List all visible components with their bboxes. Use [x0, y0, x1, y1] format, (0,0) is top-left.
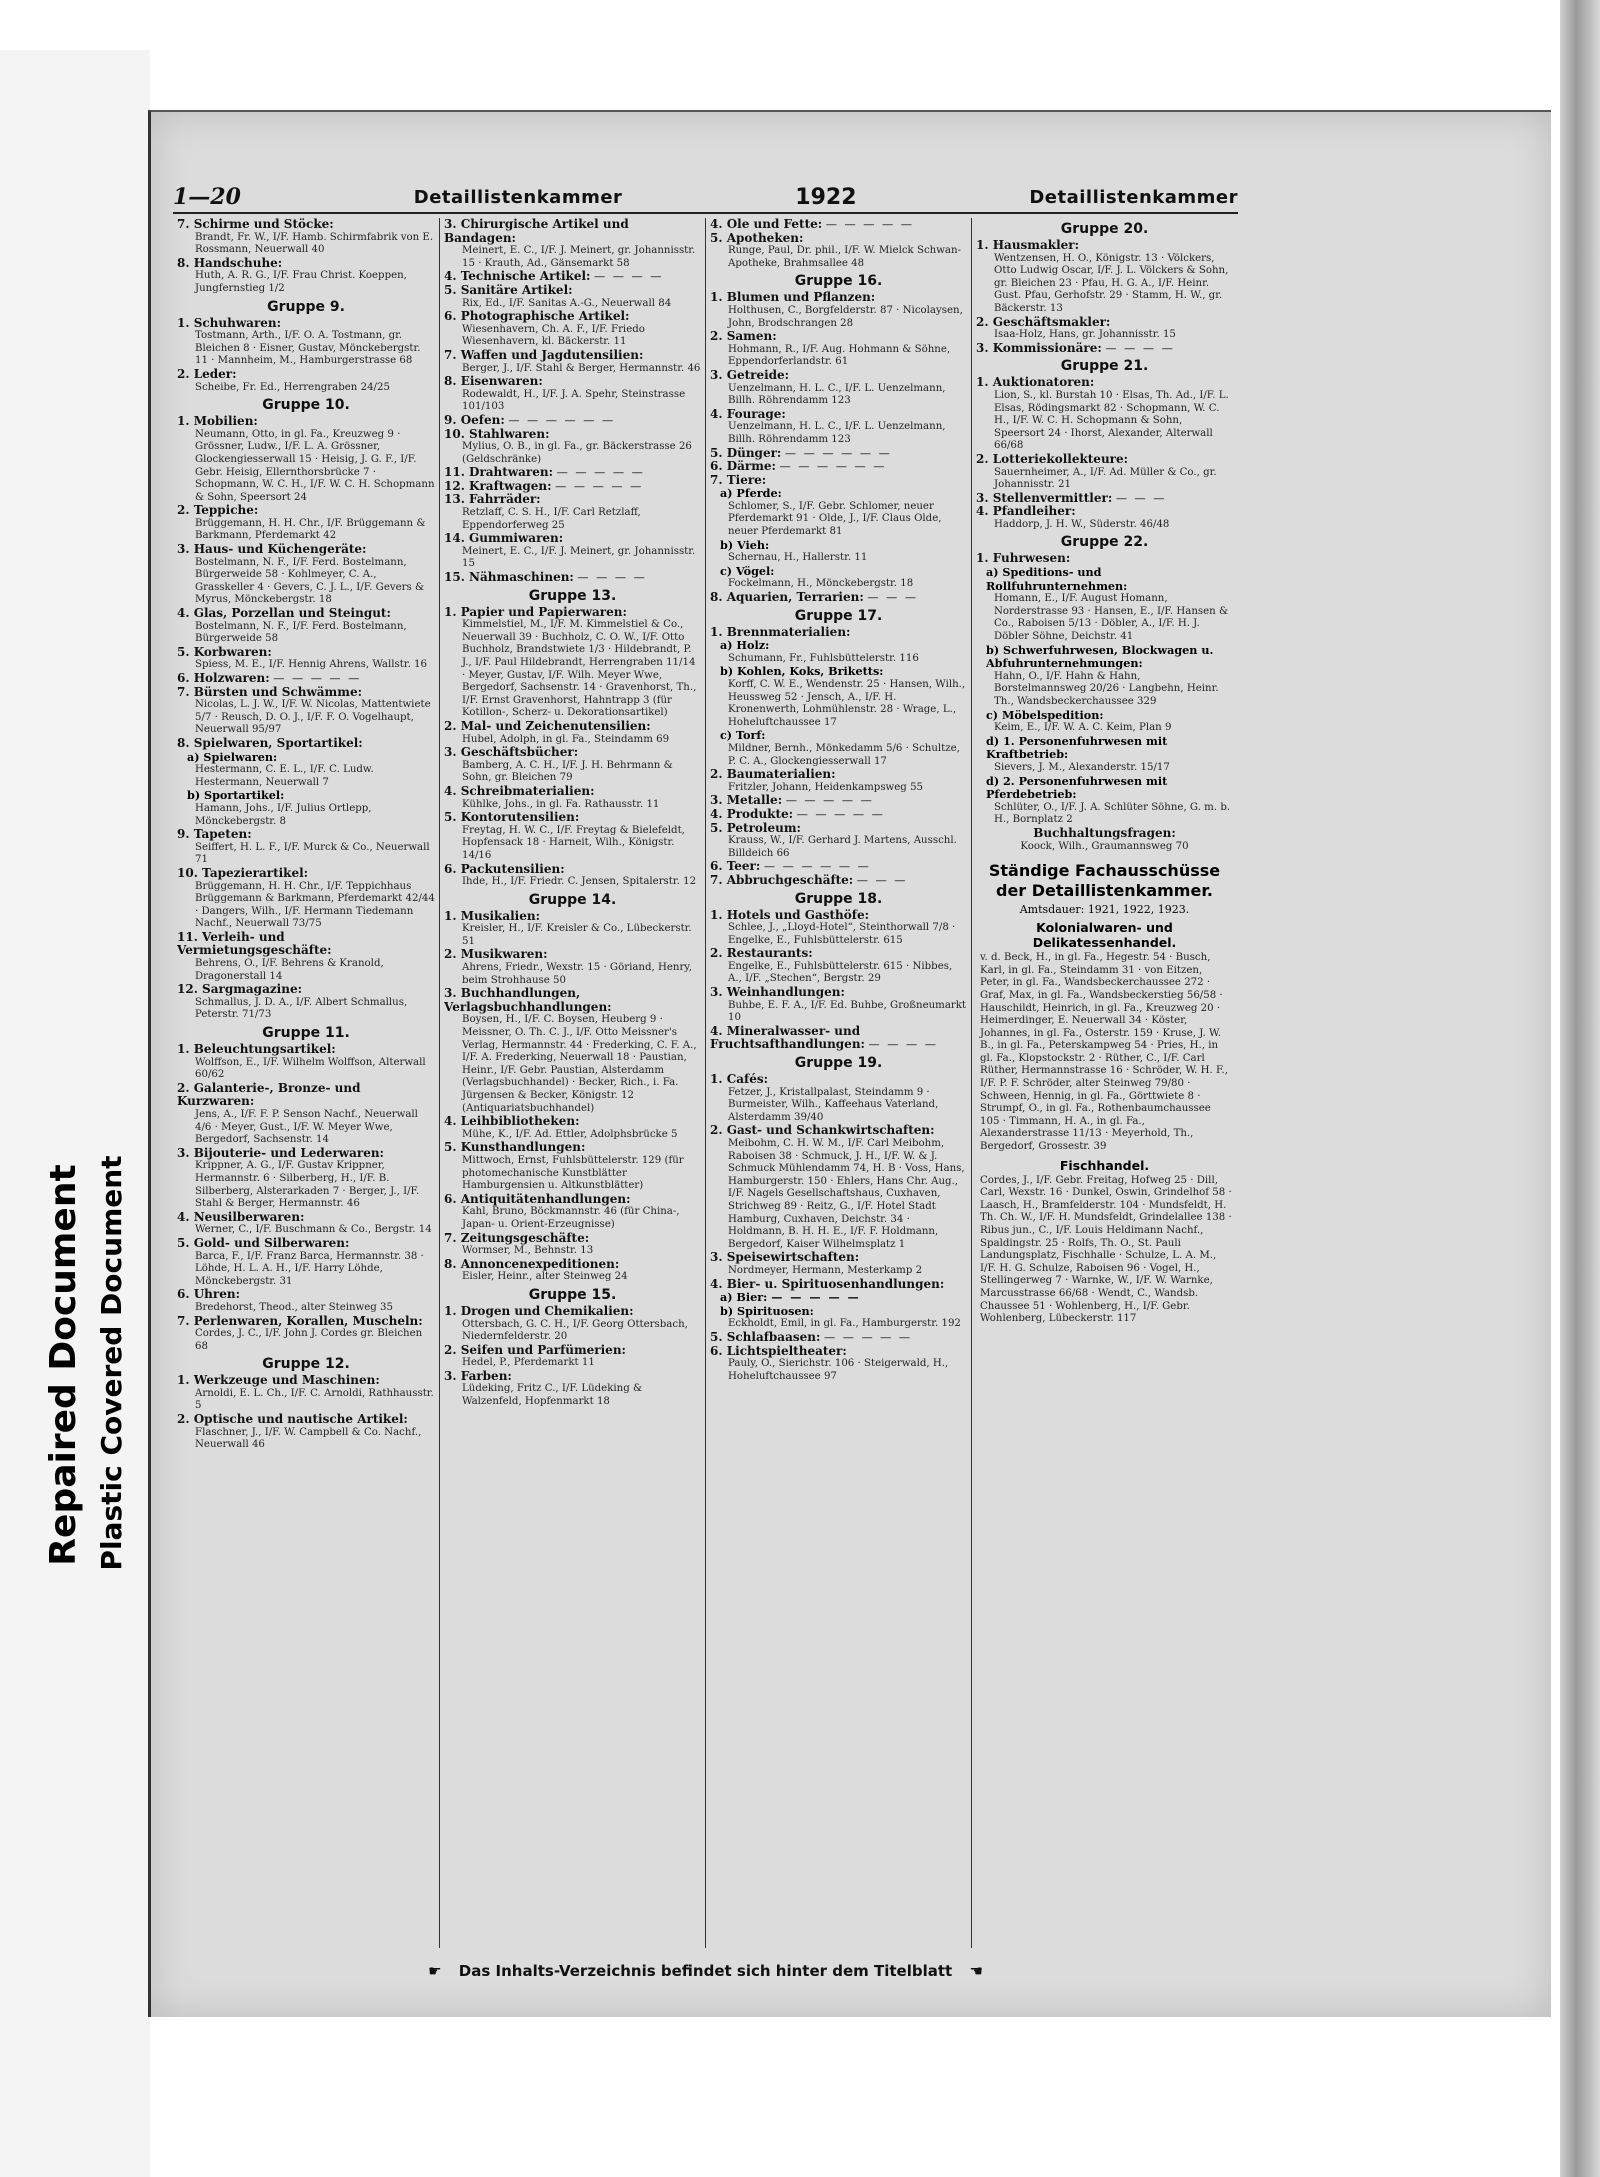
page-right-edge: [1560, 0, 1600, 2177]
empty-dashes: — — — — —: [785, 794, 874, 808]
empty-dashes: — — — — —: [556, 466, 645, 480]
category-heading: 13. Fahrräder:: [444, 492, 541, 507]
listing: Keim, E., I/F. W. A. C. Keim, Plan 9: [994, 722, 1172, 734]
category-heading: 2. Samen:: [710, 329, 777, 344]
listing: Lüdeking, Fritz C., I/F. Lüdeking & Walzenfeld, Hopfenmarkt 18: [462, 1383, 643, 1408]
empty-dashes: — — — — —: [796, 807, 885, 821]
group-heading: Gruppe 18.: [794, 890, 883, 907]
listing: Retzlaff, C. S. H., I/F. Carl Retzlaff, Eppendorferweg 25: [462, 507, 641, 531]
category-heading: 1. Drogen und Chemikalien:: [444, 1303, 634, 1318]
subcategory-heading: a) Holz:: [720, 638, 770, 653]
empty-dashes: — — —: [867, 591, 919, 605]
listing: Berger, J., I/F. Stahl & Berger, Hermannstr. 46: [462, 362, 701, 374]
column-4: [971, 218, 1237, 1948]
group-heading: Gruppe 11.: [262, 1025, 350, 1042]
group-heading: Gruppe 12.: [262, 1356, 350, 1373]
group-heading: Gruppe 9.: [267, 298, 345, 315]
listing: Wentzensen, H. O., Königstr. 13 · Völckers, Otto Ludwig Oscar, I/F. J. L. Völckers & Sohn, gr. Bleichen 23 · Pfau, H. G. A., I/F. Heinr. Gust. Pfau, Gerhofstr. 29 · Stamm, H. W., gr. Bäckerstr. 13: [994, 252, 1229, 314]
category-heading: 4. Leihbibliotheken:: [444, 1114, 580, 1129]
empty-dashes: — — — — —: [555, 479, 644, 493]
listing: Barca, F., I/F. Franz Barca, Hermannstr. 38 · Löhde, H. L. A. H., I/F. Harry Löhde, Mönckebergstr. 31: [195, 1250, 424, 1287]
category-heading: 1. Hausmakler:: [976, 238, 1080, 252]
group-heading: Gruppe 15.: [528, 1286, 617, 1303]
listing: Hubel, Adolph, in gl. Fa., Steindamm 69: [462, 733, 670, 745]
category-heading: 4. Pfandleiher:: [976, 504, 1076, 519]
listing: Kimmelstiel, M., I/F. M. Kimmelstiel & Co., Neuerwall 39 · Buchholz, C. O. W., I/F. Otto Buchholz, Brandstwiete 1/3 · Hildebrandt, P. J., I/F. Paul Hildebrandt, Herrengraben 11/14 · Meyer, Gustav, I/F. Wilh. Meyer Wwe, Bergedorf, Sachsenstr. 14 · Gravenhorst, Th., I/F. Ernst Gravenhorst, Hahntrapp 3 (für Kotillon-, Scherz- u. Dekorationsartikel): [462, 619, 697, 719]
group-heading: Gruppe 20.: [1060, 221, 1149, 237]
group-heading: Gruppe 16.: [794, 273, 883, 290]
category-heading: 6. Lichtspieltheater:: [710, 1343, 847, 1358]
scanned-page: [148, 110, 1551, 2017]
category-heading: 7. Zeitungsgeschäfte:: [444, 1230, 590, 1245]
committee-title: Ständige Fachausschüsse der Detaillistenkammer.: [988, 861, 1221, 901]
category-heading: 7. Abbruchgeschäfte: — — —: [710, 872, 908, 887]
category-heading: 7. Perlenwaren, Korallen, Muscheln:: [177, 1313, 423, 1328]
listing: Fritzler, Johann, Heidenkampsweg 55: [728, 781, 924, 793]
category-heading: 6. Packutensilien:: [444, 861, 565, 876]
category-heading: 2. Geschäftsmakler:: [976, 314, 1111, 329]
empty-dashes: — — — — — —: [763, 860, 871, 874]
listing: Nicolas, L. J. W., I/F. W. Nicolas, Mattentwiete 5/7 · Reusch, D. O. J., I/F. F. O. Vogelhaupt, Neuerwall 95/97: [195, 699, 431, 736]
category-heading: 1. Papier und Papierwaren:: [444, 604, 627, 619]
listing: Tostmann, Arth., I/F. O. A. Tostmann, gr. Bleichen 8 · Eisner, Gustav, Mönckebergstr. 11 · Mannheim, M., Hamburgerstrasse 68: [195, 330, 421, 367]
subcategory-heading: c) Möbelspedition:: [986, 707, 1104, 722]
listing: Homann, E., I/F. August Homann, Norderstrasse 93 · Hansen, E., I/F. Hansen & Co., Raboisen 5/13 · Döbler, A., I/F. H. J. Döbler Söhne, Deichstr. 41: [994, 593, 1229, 643]
category-heading: 7. Bürsten und Schwämme:: [177, 684, 363, 699]
group-heading: Gruppe 22.: [1060, 534, 1149, 551]
category-heading: 1. Blumen und Pflanzen:: [710, 290, 876, 305]
column-2: [439, 218, 705, 1948]
category-heading: 9. Oefen: — — — — — —: [444, 412, 616, 427]
listing: Sauernheimer, A., I/F. Ad. Müller & Co., gr. Johannisstr. 21: [994, 466, 1217, 491]
listing: Wormser, M., Behnstr. 13: [462, 1245, 594, 1257]
category-heading: 2. Lotteriekollekteure:: [976, 451, 1129, 466]
listing: Hahn, O., I/F. Hahn & Hahn, Borstelmannsweg 20/26 · Langbehn, Heinr. Th., Wandsbeckerchaussee 329: [994, 670, 1219, 707]
category-heading: 5. Apotheken:: [710, 230, 804, 245]
category-heading: 5. Schlafbaasen: — — — — —: [710, 1329, 913, 1344]
category-heading: 10. Stahlwaren:: [444, 426, 550, 441]
listing: Kühlke, Johs., in gl. Fa. Rathausstr. 11: [462, 798, 660, 810]
category-heading: 12. Sargmagazine:: [177, 982, 303, 997]
listing: Boysen, H., I/F. C. Boysen, Heuberg 9 · Meissner, O. Th. C. J., I/F. Otto Meissner's Verlag, Hermannstr. 44 · Frederking, C. F. A., I/F. A. Frederking, Neuerwall 18 · Paustian, Heinr., I/F. Gebr. Paustian, Alsterdamm (Verlagsbuchhandel) · Becker, Rich., i. Fa. Jürgensen & Becker, Königstr. 12 (Antiquariatsbuchhandel): [462, 1014, 697, 1114]
header-right-title: Detaillistenkammer: [1029, 186, 1238, 208]
listing: Schlomer, S., I/F. Gebr. Schlomer, neuer Pferdemarkt 91 · Olde, J., I/F. Claus Olde, neuer Pferdemarkt 81: [728, 500, 942, 538]
listing: Sievers, J. M., Alexanderstr. 15/17: [994, 761, 1170, 773]
category-heading: 7. Schirme und Stöcke:: [177, 218, 334, 231]
category-heading: Buchhaltungsfragen:: [1033, 825, 1176, 840]
side-label-repaired: Repaired Document: [43, 1164, 84, 1566]
listing: Meinert, E. C., I/F. J. Meinert, gr. Johannisstr. 15 · Krauth, Ad., Gänsemarkt 58: [462, 245, 696, 269]
listing: Rodewaldt, H., I/F. J. A. Spehr, Steinstrasse 101/103: [462, 388, 686, 413]
header-left-title: Detaillistenkammer: [413, 186, 623, 208]
page-content: [173, 182, 1538, 2002]
listing: Uenzelmann, H. L. C., I/F. L. Uenzelmann, Billh. Röhrendamm 123: [728, 382, 946, 407]
listing: Runge, Paul, Dr. phil., I/F. W. Mielck Schwan-Apotheke, Brahmsallee 48: [728, 245, 962, 269]
category-heading: 3. Chirurgische Artikel und Bandagen:: [444, 218, 629, 245]
category-heading: 4. Neusilberwaren:: [177, 1209, 305, 1224]
listing: Mildner, Bernh., Mönkedamm 5/6 · Schultze, P. C. A., Glockengiesserwall 17: [728, 742, 960, 767]
listing: Bostelmann, N. F., I/F. Ferd. Bostelmann, Bürgerweide 58: [195, 620, 407, 645]
listing: Brüggemann, H. H. Chr., I/F. Brüggemann & Barkmann, Pferdemarkt 42: [195, 517, 426, 542]
category-heading: 5. Gold- und Silberwaren:: [177, 1235, 350, 1250]
empty-dashes: — — — — —: [823, 1330, 913, 1344]
listing: Meibohm, C. H. W. M., I/F. Carl Meibohm, Raboisen 38 · Schmuck, J. H., I/F. W. & J. Schmuck Mühlendamm 74, H. B · Voss, Hans, Hamburgerstr. 150 · Ehlers, Hans Chr. Aug., I/F. Nagels Gesellschaftshaus, Cuxhaven, Strichweg 89 · Reitz, G., I/F. Hotel Stadt Hamburg, Cuxhaven, Deichstr. 34 · Holdmann, B. H. H. E., I/F. F. Holdmann, Bergedorf, Kaiser Wilhelmsplatz 1: [728, 1138, 965, 1250]
empty-dashes: — — —: [1115, 491, 1167, 505]
listing: Flaschner, J., I/F. W. Campbell & Co. Nachf., Neuerwall 46: [195, 1426, 422, 1451]
category-heading: 5. Kontorutensilien:: [444, 810, 580, 825]
listing: Seiffert, H. L. F., I/F. Murck & Co., Neuerwall 71: [195, 841, 430, 866]
listing: Schlüter, O., I/F. J. A. Schlüter Söhne, G. m. b. H., Bornplatz 2: [994, 801, 1231, 826]
committee-heading: Fischhandel.: [1059, 1157, 1150, 1173]
listing: Schmallus, J. D. A., I/F. Albert Schmallus, Peterstr. 71/73: [195, 996, 408, 1021]
listing: Brüggemann, H. H. Chr., I/F. Teppichhaus Brüggemann & Barkmann, Pferdemarkt 42/44 · Dangers, Wilh., I/F. Hermann Tiedemann Nachf., Neuerwall 73/75: [195, 880, 435, 930]
category-heading: 3. Stellenvermittler: — — —: [976, 490, 1167, 505]
category-heading: 4. Produkte: — — — — —: [710, 806, 885, 821]
category-heading: 4. Schreibmaterialien:: [444, 783, 595, 798]
category-heading: 6. Antiquitätenhandlungen:: [444, 1191, 631, 1206]
empty-dashes: — — — —: [594, 270, 664, 284]
subcategory-heading: b) Sportartikel:: [187, 788, 285, 803]
category-heading: 4. Öle und Fette: — — — — —: [710, 218, 914, 231]
category-heading: 3. Kommissionäre: — — — —: [976, 340, 1175, 355]
listing: Spiess, M. E., I/F. Hennig Ahrens, Wallstr. 16: [195, 659, 428, 671]
empty-dashes: — — — — —: [825, 218, 914, 231]
subcategory-heading: c) Vögel:: [720, 563, 775, 578]
empty-dashes: — — — —: [577, 571, 647, 585]
listing: Freytag, H. W. C., I/F. Freytag & Bielefeldt, Hopfensack 18 · Harneit, Wilh., Königstr. 14/16: [462, 824, 685, 861]
category-heading: 3. Buchhandlungen, Verlagsbuchhandlungen:: [444, 986, 612, 1014]
listing: Bredehorst, Theod., alter Steinweg 35: [195, 1301, 394, 1313]
category-heading: 8. Handschuhe:: [177, 255, 283, 270]
listing: Schumann, Fr., Fuhlsbüttelerstr. 116: [728, 652, 919, 664]
subcategory-heading: a) Bier: — — — — —: [720, 1290, 861, 1305]
category-heading: 3. Metalle: — — — — —: [710, 793, 874, 808]
listing: Schernau, H., Hallerstr. 11: [728, 552, 868, 564]
category-heading: 8. Aquarien, Terrarien: — — —: [710, 590, 919, 605]
category-heading: 6. Holzwaren: — — — — —: [177, 671, 362, 685]
subcategory-heading: b) Kohlen, Koks, Briketts:: [720, 664, 884, 679]
category-heading: 6. Uhren:: [177, 1287, 241, 1302]
footer-text: Das Inhalts-Verzeichnis befindet sich hinter dem Titelblatt: [458, 1962, 953, 1980]
listing: Hestermann, C. E. L., I/F. C. Ludw. Hestermann, Neuerwall 7: [195, 764, 374, 788]
category-heading: 10. Tapezierartikel:: [177, 865, 309, 880]
group-heading: Gruppe 14.: [528, 891, 617, 908]
empty-dashes: — — — — — —: [508, 413, 616, 427]
listing: Cordes, J. C., I/F. John J. Cordes gr. Bleichen 68: [195, 1328, 423, 1352]
side-label-plastic: Plastic Covered Document: [95, 1155, 128, 1571]
group-heading: Gruppe 13.: [528, 587, 617, 604]
listing: Neumann, Otto, in gl. Fa., Kreuzweg 9 · Grössner, Ludw., I/F. L. A. Grössner, Glockengiesserwall 15 · Heisig, J. G. F., I/F. Gebr. Heisig, Ellernthorsbrücke 7 · Schopmann, W. C. H., I/F. W. C. H. Schopmann & Sohn, Speersort 24: [195, 428, 435, 503]
category-heading: 5. Sanitäre Artikel:: [444, 282, 573, 297]
category-heading: 15. Nähmaschinen: — — — —: [444, 570, 647, 585]
category-heading: 6. Därme: — — — — — —: [710, 459, 887, 474]
listing: Uenzelmann, H. L. C., I/F. L. Uenzelmann, Billh. Röhrendamm 123: [728, 421, 946, 445]
listing: Fockelmann, H., Mönckebergstr. 18: [728, 578, 914, 590]
category-heading: 2. Gast- und Schankwirtschaften:: [710, 1123, 935, 1138]
listing: Isaa-Holz, Hans, gr. Johannisstr. 15: [994, 329, 1176, 341]
category-heading: 1. Beleuchtungsartikel:: [177, 1042, 336, 1057]
subcategory-heading: a) Speditions- und Rollfuhrunternehmen:: [986, 565, 1128, 593]
empty-dashes: — — — — — —: [779, 460, 887, 474]
listing: Lion, S., kl. Burstah 10 · Elsas, Th. Ad., I/F. L. Elsas, Rödingsmarkt 82 · Schopmann, W. C. H., I/F. W. C. H. Schopmann & Sohn, Speersort 24 · Ihorst, Alexander, Alterwall 66/68: [994, 389, 1229, 452]
listing: Wiesenhavern, Ch. A. F., I/F. Friedo Wiesenhavern, kl. Bäckerstr. 11: [462, 323, 645, 348]
column-3: [705, 218, 971, 1948]
empty-dashes: — — — —: [868, 1038, 938, 1052]
subcategory-heading: b) Spirituosen:: [720, 1303, 814, 1318]
category-heading: 2. Baumaterialien:: [710, 767, 836, 782]
category-heading: 4. Fourage:: [710, 406, 786, 421]
page-footer: [173, 1962, 1238, 1988]
subcategory-heading: b) Vieh:: [720, 537, 770, 552]
column-1: [173, 218, 439, 1948]
listing: Korff, C. W. E., Wendenstr. 25 · Hansen, Wilh., Heussweg 52 · Jensch, A., I/F. H. Kronenwerth, Lohmühlenstr. 28 · Wrage, L., Hoheluftchaussee 17: [728, 679, 966, 728]
group-heading: Gruppe 17.: [794, 607, 883, 624]
category-heading: 9. Tapeten:: [177, 827, 252, 842]
empty-dashes: — — — — —: [273, 672, 362, 685]
empty-dashes: — — — — — —: [784, 446, 892, 460]
header-year: 1922: [795, 184, 857, 210]
listing: Eisler, Heinr., alter Steinweg 24: [462, 1271, 628, 1283]
category-heading: 3. Weinhandlungen:: [710, 985, 845, 1000]
category-heading: 3. Bijouterie- und Lederwaren:: [177, 1145, 384, 1160]
listing: Huth, A. R. G., I/F. Frau Christ. Koeppen, Jungfernstieg 1/2: [195, 270, 407, 294]
listing: Mylius, O. B., in gl. Fa., gr. Bäckerstrasse 26 (Geldschränke): [462, 441, 692, 465]
listing: Ihde, H., I/F. Friedr. C. Jensen, Spitalerstr. 12: [462, 876, 697, 888]
listing: Pauly, O., Sierichstr. 106 · Steigerwald, H., Hoheluftchaussee 97: [728, 1358, 949, 1382]
listing: Hamann, Johs., I/F. Julius Ortlepp, Mönckebergstr. 8: [195, 802, 372, 827]
listing: Krippner, A. G., I/F. Gustav Krippner, Hermannstr. 6 · Silberberg, H., I/F. B. Silberberg, Alsterarkaden 7 · Berger, J., I/F. Stahl & Berger, Hermannstr. 46: [195, 1160, 420, 1210]
listing: Bamberg, A. C. H., I/F. J. H. Behrmann & Sohn, gr. Bleichen 79: [462, 759, 673, 784]
listing: Scheibe, Fr. Ed., Herrengraben 24/25: [195, 381, 390, 393]
subcategory-heading: c) Torf:: [720, 728, 766, 743]
category-heading: 4. Bier- u. Spirituosenhandlungen:: [710, 1276, 945, 1291]
listing: Brandt, Fr. W., I/F. Hamb. Schirmfabrik von E. Rossmann, Neuerwall 40: [195, 231, 434, 256]
category-heading: 12. Kraftwagen: — — — — —: [444, 478, 644, 493]
scan-top-margin: [0, 0, 1600, 50]
pointing-hand-right-icon: ☛: [428, 1962, 442, 1980]
listing: Werner, C., I/F. Buschmann & Co., Bergstr. 14: [195, 1224, 432, 1236]
category-heading: 2. Optische und nautische Artikel:: [177, 1412, 408, 1427]
category-heading: 8. Eisenwaren:: [444, 374, 543, 389]
category-heading: 4. Glas, Porzellan und Steingut:: [177, 606, 391, 621]
columns: [173, 218, 1238, 1948]
category-heading: 2. Leder:: [177, 366, 237, 381]
subcategory-heading: a) Pferde:: [720, 486, 782, 501]
listing: Hohmann, R., I/F. Aug. Hohmann & Söhne, Eppendorferlandstr. 61: [728, 343, 951, 368]
empty-dashes: — — — — —: [771, 1290, 861, 1305]
listing: Meinert, E. C., I/F. J. Meinert, gr. Johannisstr. 15: [462, 545, 696, 570]
category-heading: 2. Mal- und Zeichenutensilien:: [444, 718, 651, 733]
page-number: 1—20: [173, 184, 241, 210]
side-label: [8, 1025, 133, 1675]
committee-members: Cordes, J., I/F. Gebr. Freitag, Hofweg 25 · Dill, Carl, Wexstr. 16 · Dunkel, Oswin, Grindelhof 58 · Laasch, H., Bramfelderstr. 104 · Mundsfeldt, H. Th. Ch. W., I/F. H. Mundsfeldt, Grindelallee 138 · Ribus jun., C., I/F. Louis Heldimann Nachf., Spaldingstr. 25 · Rolfs, Th. O., St. Pauli Landungsplatz, Fischhalle · Schulze, L. A. M., I/F. H. G. Schulze, Raboisen 96 · Vogel, H., Stellingerweg 7 · Warnke, W., I/F. W. Warnke, Marcusstrasse 66/68 · Wendt, C., Wandsb. Chaussee 51 · Wohlenberg, H., I/F. Gebr. Wohlenberg, Lübeckerstr. 117: [980, 1174, 1232, 1325]
category-heading: 1. Cafés:: [710, 1072, 769, 1087]
subcategory-heading: d) 1. Personenfuhrwesen mit Kraftbetrieb:: [986, 733, 1168, 762]
category-heading: 14. Gummiwaren:: [444, 531, 564, 546]
listing: Kreisler, H., I/F. Kreisler & Co., Lübeckerstr. 51: [462, 923, 692, 947]
category-heading: 3. Farben:: [444, 1368, 512, 1383]
listing: Haddorp, J. H. W., Süderstr. 46/48: [994, 518, 1170, 530]
category-heading: 3. Getreide:: [710, 367, 790, 382]
group-heading: Gruppe 21.: [1060, 358, 1149, 375]
listing: Kahl, Bruno, Böckmannstr. 46 (für China-, Japan- u. Orient-Erzeugnisse): [462, 1206, 680, 1230]
term-of-office: Amtsdauer: 1921, 1922, 1923.: [1019, 903, 1190, 917]
subcategory-heading: d) 2. Personenfuhrwesen mit Pferdebetrieb:: [986, 773, 1168, 802]
listing: Schlee, J., „Lloyd-Hotel“, Steinthorwall 7/8 · Engelke, E., Fuhlsbüttelerstr. 615: [728, 922, 956, 946]
listing: Krauss, W., I/F. Gerhard J. Martens, Ausschl. Billdeich 66: [728, 835, 957, 859]
committee-heading: Kolonialwaren- und Delikatessenhandel.: [1032, 920, 1177, 951]
category-heading: 1. Auktionatoren:: [976, 375, 1095, 390]
category-heading: 4. Technische Artikel: — — — —: [444, 269, 664, 284]
listing: Rix, Ed., I/F. Sanitas A.-G., Neuerwall 84: [462, 297, 672, 309]
category-heading: 2. Teppiche:: [177, 503, 259, 518]
category-heading: 4. Mineralwasser- und Fruchtsafthandlungen: — — — —: [710, 1023, 938, 1052]
committee-members: v. d. Beck, H., in gl. Fa., Hegestr. 54 · Busch, Karl, in gl. Fa., Steindamm 31 · von Eitzen, Peter, in gl. Fa., Wandsbeckerchaussee 272 · Graf, Max, in gl. Fa., Wandsbeckerstieg 56/58 · Hauschildt, Heinrich, in gl. Fa., Kreuzweg 20 · Heimerdinger, E. Neuerwall 34 · Köster, Johannes, in gl. Fa., Osterstr. 159 · Kruse, J. W. B., in gl. Fa., Peterskampweg 54 · Pries, H., in gl. Fa., Klopstockstr. 2 · Rüther, C., I/F. Carl Rüther, Hermannstrasse 16 · Schröder, W. H. F., I/F. P. F. Schröder, alter Steinweg 79/80 · Schween, Hennig, in gl. Fa., Görttwiete 8 · Strumpf, O., in gl. Fa., Rothenbaumchaussee 105 · Timmann, H. A., in gl. Fa., Alexanderstrasse 11/13 · Meyerhold, Th., Bergedorf, Grossestr. 39: [980, 952, 1228, 1153]
listing: Nordmeyer, Hermann, Mesterkamp 2: [728, 1264, 923, 1276]
listing: Bostelmann, N. F., I/F. Ferd. Bostelmann, Bürgerweide 58 · Kohlmeyer, C. A., Grasskeller 4 · Gevers, C. J. L., I/F. Gevers & Myrus, Mönckebergstr. 18: [195, 556, 425, 606]
listing: Mittwoch, Ernst, Fuhlsbüttelerstr. 129 (für photomechanische Kunstblätter Hamburgensien u. Altkunstblätter): [462, 1154, 684, 1192]
category-heading: 3. Haus- und Küchengeräte:: [177, 542, 367, 557]
category-heading: 11. Drahtwaren: — — — — —: [444, 465, 645, 480]
category-heading: 6. Photographische Artikel:: [444, 309, 630, 324]
category-heading: 3. Geschäftsbücher:: [444, 745, 579, 760]
listing: Fetzer, J., Kristallpalast, Steindamm 9 · Burmeister, Wilh., Kaffeehaus Vaterland, Alsterdamm 39/40: [728, 1086, 939, 1123]
category-heading: 7. Tiere:: [710, 472, 767, 487]
subcategory-heading: a) Spielwaren:: [187, 749, 278, 764]
category-heading: 1. Brennmaterialien:: [710, 624, 851, 639]
group-heading: Gruppe 19.: [794, 1055, 883, 1072]
listing: Ottersbach, G. C. H., I/F. Georg Ottersbach, Niedernfelderstr. 20: [462, 1318, 688, 1343]
page-header: [173, 182, 1238, 214]
empty-dashes: — — —: [856, 873, 908, 887]
category-heading: 1. Schuhwaren:: [177, 315, 282, 330]
listing: Koock, Wilh., Graumannsweg 70: [1020, 840, 1189, 852]
category-heading: 5. Petroleum:: [710, 820, 801, 835]
category-heading: 3. Speisewirtschaften:: [710, 1250, 860, 1265]
category-heading: 8. Annoncenexpeditionen:: [444, 1256, 620, 1271]
listing: Eckholdt, Emil, in gl. Fa., Hamburgerstr. 192: [728, 1318, 961, 1330]
listing: Engelke, E., Fuhlsbüttelerstr. 615 · Nibbes, A., I/F. „Stechen“, Bergstr. 29: [728, 960, 953, 985]
category-heading: 5. Dünger: — — — — — —: [710, 445, 892, 460]
listing: Jens, A., I/F. F. P. Senson Nachf., Neuerwall 4/6 · Meyer, Gust., I/F. W. Meyer Wwe, Bergedorf, Sachsenstr. 14: [195, 1109, 418, 1146]
category-heading: 2. Restaurants:: [710, 946, 813, 961]
empty-dashes: — — — —: [1105, 341, 1175, 355]
listing: Ahrens, Friedr., Wexstr. 15 · Göriand, Henry, beim Strohhause 50: [462, 962, 692, 986]
listing: Mühe, K., I/F. Ad. Ettler, Adolphsbrücke 5: [462, 1128, 678, 1140]
category-heading: 1. Fuhrwesen:: [976, 551, 1071, 566]
listing: Behrens, O., I/F. Behrens & Kranold, Dragonerstall 14: [195, 958, 384, 982]
pointing-hand-left-icon: ☚: [969, 1962, 983, 1980]
category-heading: 7. Waffen und Jagdutensilien:: [444, 347, 644, 362]
listing: Wolffson, E., I/F. Wilhelm Wolffson, Alterwall 60/62: [195, 1056, 426, 1081]
category-heading: 2. Musikwaren:: [444, 947, 548, 962]
category-heading: 2. Galanterie-, Bronze- und Kurzwaren:: [177, 1080, 361, 1109]
category-heading: 1. Musikalien:: [444, 908, 541, 923]
category-heading: 8. Spielwaren, Sportartikel:: [177, 735, 363, 750]
category-heading: 2. Seifen und Parfümerien:: [444, 1342, 626, 1357]
subcategory-heading: b) Schwerfuhrwesen, Blockwagen u. Abfuhrunternehmungen:: [986, 642, 1214, 671]
listing: Buhbe, E. F. A., I/F. Ed. Buhbe, Großneumarkt 10: [728, 999, 967, 1024]
category-heading: 5. Korbwaren:: [177, 644, 272, 659]
category-heading: 5. Kunsthandlungen:: [444, 1140, 586, 1155]
group-heading: Gruppe 10.: [262, 397, 350, 414]
listing: Holthusen, C., Borgfelderstr. 87 · Nicolaysen, John, Brodschrangen 28: [728, 304, 963, 329]
listing: Hedel, P., Pferdemarkt 11: [462, 1357, 595, 1369]
category-heading: 1. Werkzeuge und Maschinen:: [177, 1373, 380, 1388]
listing: Arnoldi, E. L. Ch., I/F. C. Arnoldi, Rathhausstr. 5: [195, 1387, 434, 1412]
category-heading: 6. Teer: — — — — — —: [710, 859, 871, 874]
category-heading: 1. Mobilien:: [177, 414, 258, 429]
category-heading: 1. Hotels und Gasthöfe:: [710, 907, 870, 922]
category-heading: 11. Verleih- und Vermietungsgeschäfte:: [177, 929, 332, 958]
